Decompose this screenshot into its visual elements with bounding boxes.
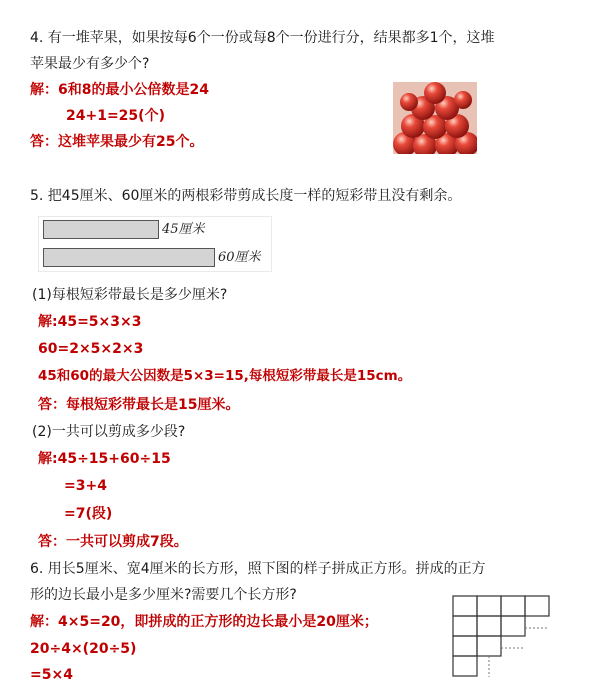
q5-sub2-solution-3: =7(段) [64, 506, 113, 522]
q4-solution-1: 解：6和8的最小公倍数是24 [30, 82, 209, 98]
rectangle-tiling-figure [449, 590, 559, 677]
q5-sub1-answer: 答：每根短彩带最长是15厘米。 [38, 397, 240, 413]
q5-sub2-answer: 答：一共可以剪成7段。 [38, 534, 188, 550]
apple-pile-image [393, 82, 477, 154]
q5-sub2-solution-1: 解:45÷15+60÷15 [38, 451, 171, 467]
q4-answer: 答：这堆苹果最少有25个。 [30, 134, 204, 150]
q5-sub1-solution-2: 60=2×5×2×3 [38, 341, 144, 357]
q4-line1: 4. 有一堆苹果，如果按每6个一份或每8个一份进行分，结果都多1个，这堆 [30, 30, 495, 46]
q6-solution-3: =5×4 [30, 667, 73, 683]
q6-line1: 6. 用长5厘米、宽4厘米的长方形，照下图的样子拼成正方形。拼成的正方 [30, 561, 486, 577]
q5-sub1-solution-3: 45和60的最大公因数是5×3=15,每根短彩带最长是15cm。 [38, 368, 412, 384]
apple-icon [393, 82, 477, 154]
ribbon-45cm [43, 220, 159, 239]
ribbon-60cm-label: 60厘米 [218, 250, 261, 265]
q5-line1: 5. 把45厘米、60厘米的两根彩带剪成长度一样的短彩带且没有剩余。 [30, 188, 462, 204]
q4-line2: 苹果最少有多少个? [30, 56, 150, 72]
q5-sub2-solution-2: =3+4 [64, 478, 107, 494]
ribbon-45cm-label: 45厘米 [162, 222, 205, 237]
q5-sub2: (2)一共可以剪成多少段? [32, 424, 186, 440]
q6-solution-2: 20÷4×(20÷5) [30, 641, 137, 657]
q4-solution-2: 24+1=25(个) [66, 108, 165, 124]
q6-line2: 形的边长最小是多少厘米?需要几个长方形? [30, 587, 297, 603]
q6-solution-1: 解：4×5=20，即拼成的正方形的边长最小是20厘米； [30, 614, 378, 630]
q5-sub1: (1)每根短彩带最长是多少厘米? [32, 287, 228, 303]
ribbon-60cm [43, 248, 215, 267]
q5-sub1-solution-1: 解:45=5×3×3 [38, 314, 142, 330]
